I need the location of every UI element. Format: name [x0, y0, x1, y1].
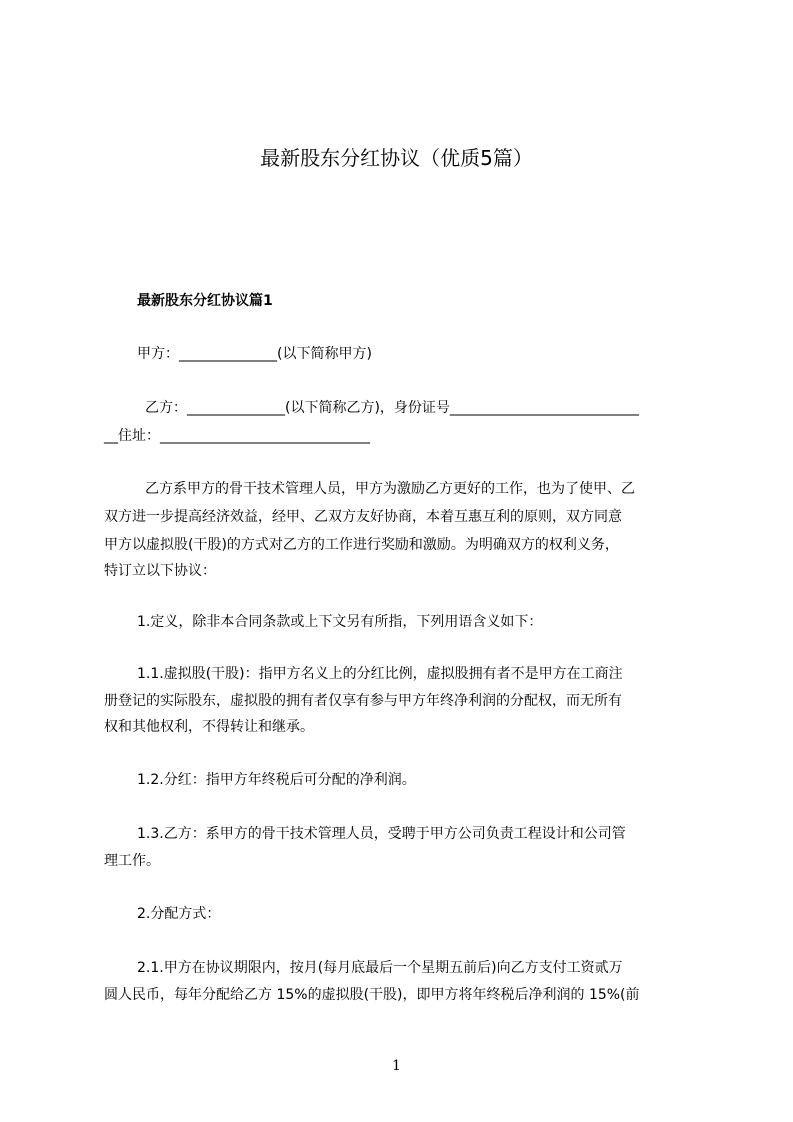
clause-line: 1.3.乙方：系甲方的骨干技术管理人员，受聘于甲方公司负责工程设计和公司管	[137, 826, 626, 842]
clause-line: 1.定义，除非本合同条款或上下文另有所指，下列用语含义如下：	[137, 614, 543, 630]
party-a-line: 甲方：______________(以下简称甲方)	[137, 346, 372, 362]
address-line: __住址：______________________________	[104, 428, 370, 444]
clause-line: 册登记的实际股东，虚拟股的拥有者仅享有参与甲方年终净利润的分配权，而无所有	[104, 693, 622, 709]
clause-line: 权和其他权利，不得转让和继承。	[104, 719, 314, 735]
clause-line: 理工作。	[104, 853, 160, 869]
paragraph-line: 双方进一步提高经济效益，经甲、乙双方友好协商，本着互惠互利的原则，双方同意	[104, 509, 622, 525]
party-b-line: 乙方：______________(以下简称乙方)，身份证号___________________________	[145, 400, 639, 416]
page-number: 1	[392, 1058, 401, 1074]
paragraph-line: 甲方以虚拟股(干股)的方式对乙方的工作进行奖励和激励。为明确双方的权利义务，	[104, 537, 619, 553]
clause-line: 1.2.分红：指甲方年终税后可分配的净利润。	[137, 772, 416, 788]
document-title: 最新股东分红协议（优质5篇）	[260, 146, 533, 170]
clause-line: 2.1.甲方在协议期限内，按月(每月底最后一个星期五前后)向乙方支付工资贰万	[137, 960, 623, 976]
paragraph-line: 乙方系甲方的骨干技术管理人员，甲方为激励乙方更好的工作，也为了使甲、乙	[145, 481, 635, 497]
clause-line: 1.1.虚拟股(干股)：指甲方名义上的分红比例，虚拟股拥有者不是甲方在工商注	[137, 666, 623, 682]
clause-line: 圆人民币，每年分配给乙方 15%的虚拟股(干股)，即甲方将年终税后净利润的 15%(前	[104, 987, 640, 1003]
clause-line: 2.分配方式：	[137, 906, 221, 922]
paragraph-line: 特订立以下协议：	[104, 563, 216, 579]
section-heading: 最新股东分红协议篇1	[137, 293, 273, 309]
